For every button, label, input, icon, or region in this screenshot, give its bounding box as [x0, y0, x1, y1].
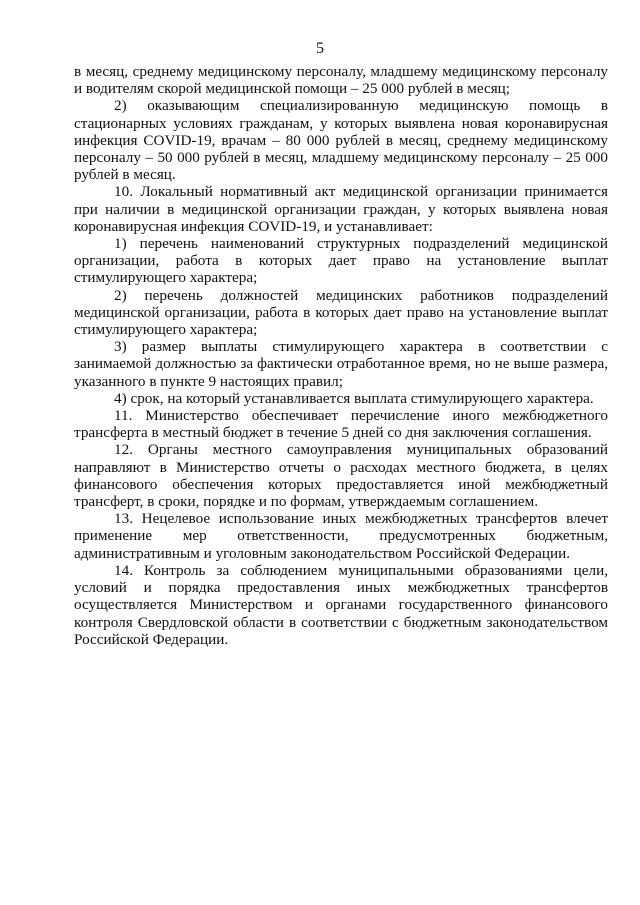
paragraph-item-10-4: 4) срок, на который устанавливается выплата стимулирующего характера.	[114, 389, 594, 407]
paragraph-item-10-3: 3) размер выплаты стимулирующего характера в соответствии с занимаемой должностью за фактически отработанное время, но не выше размера, указанного в пункте 9 настоящих правил;	[74, 338, 608, 390]
paragraph-clause-12: 12. Органы местного самоуправления муниципальных образований направляют в Министерство отчеты о расходах местного бюджета, в целях финансового обеспечения которых предоставляется иной межбюджетный трансферт, в сроки, порядке и по формам, утверждаемым соглашением.	[74, 441, 608, 511]
paragraph-item-10-2: 2) перечень должностей медицинских работников подразделений медицинской организации, работа в которых дает право на установление выплат стимулирующего характера;	[74, 286, 608, 339]
paragraph-clause-13: 13. Нецелевое использование иных межбюджетных трансфертов влечет применение мер ответственности, предусмотренных бюджетным, административным и уголовным законодательством Российской Федерации.	[74, 510, 608, 562]
paragraph-clause-14: 14. Контроль за соблюдением муниципальными образованиями цели, условий и порядка предоставления иных межбюджетных трансфертов осуществляется Министерством и органами государственного финансового контроля Свердловской области в соответствии с бюджетным законодательством Российской Федерации.	[74, 561, 608, 648]
page-number: 5	[316, 40, 324, 57]
paragraph-clause-10: 10. Локальный нормативный акт медицинской организации принимается при наличии в медицинской организации граждан, у которых выявлена новая коронавирусная инфекция COVID-19, и устанавливает:	[74, 183, 608, 235]
paragraph-continuation: в месяц, среднему медицинскому персоналу, младшему медицинскому персоналу и водителям скорой медицинской помощи – 25 000 рублей в месяц;	[74, 63, 608, 98]
paragraph-item-10-1: 1) перечень наименований структурных подразделений медицинской организации, работа в которых дает право на установление выплат стимулирующего характера;	[74, 235, 608, 287]
document-body	[74, 63, 608, 648]
paragraph-item-9-2: 2) оказывающим специализированную медицинскую помощь в стационарных условиях гражданам, у которых выявлена новая коронавирусная инфекция COVID-19, врачам – 80 000 рублей в месяц, среднему медицинскому персоналу – 50 000 рублей в месяц, младшему медицинскому персоналу – 25 000 рублей в месяц.	[74, 97, 608, 184]
paragraph-clause-11: 11. Министерство обеспечивает перечисление иного межбюджетного трансферта в местный бюджет в течение 5 дней со дня заключения соглашения.	[74, 407, 608, 442]
